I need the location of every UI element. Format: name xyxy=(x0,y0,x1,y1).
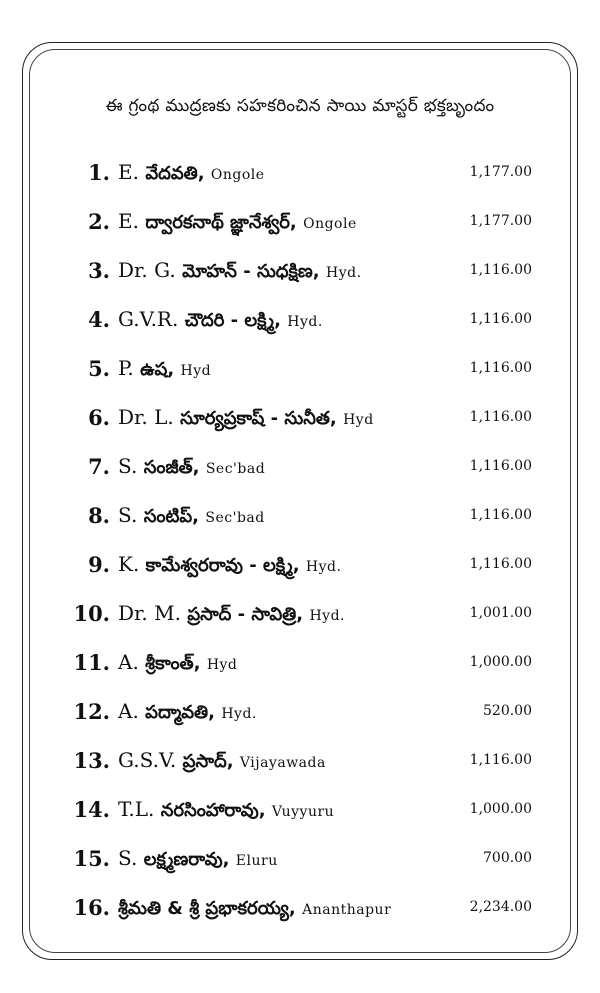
donor-row xyxy=(72,199,532,248)
donor-place: Sec'bad xyxy=(205,461,266,477)
donor-name: కామేశ్వరరావు - లక్ష్మి, xyxy=(145,555,300,576)
donor-name-line xyxy=(118,699,257,727)
donor-number: 6. xyxy=(88,405,110,430)
donor-row xyxy=(72,738,532,787)
donor-name-line xyxy=(118,258,362,286)
donor-row xyxy=(72,346,532,395)
donor-place: Hyd xyxy=(343,412,374,428)
donor-amount: 1,116.00 xyxy=(469,409,532,425)
donor-name-line xyxy=(118,748,326,776)
donor-amount: 1,116.00 xyxy=(469,556,532,572)
donor-name-line xyxy=(118,405,374,433)
donor-number: 12. xyxy=(73,699,110,724)
donor-initial: A. xyxy=(118,650,139,674)
donor-name: వేదవతి, xyxy=(145,163,205,184)
donor-place: Vuyyuru xyxy=(271,804,335,820)
donor-name: శ్రీకాంత్, xyxy=(145,653,201,674)
donor-name-line xyxy=(118,601,345,629)
donor-amount: 700.00 xyxy=(483,850,532,866)
donor-amount: 1,116.00 xyxy=(469,262,532,278)
donor-number: 1. xyxy=(88,160,110,185)
donor-number: 11. xyxy=(73,650,110,675)
donor-row xyxy=(72,542,532,591)
donor-name-line xyxy=(118,503,265,531)
donor-name: సంటిప్, xyxy=(143,506,200,527)
donor-initial: G.S.V. xyxy=(118,748,177,772)
donor-row xyxy=(72,640,532,689)
donor-amount: 1,116.00 xyxy=(469,458,532,474)
donor-row xyxy=(72,493,532,542)
donor-initial: S. xyxy=(118,454,138,478)
donor-amount: 1,177.00 xyxy=(469,213,532,229)
donor-name-line xyxy=(118,209,357,237)
donor-initial: Dr. G. xyxy=(118,258,176,282)
donor-place: Hyd. xyxy=(221,706,257,722)
donor-row xyxy=(72,787,532,836)
donor-name-line xyxy=(118,552,341,580)
donor-number: 13. xyxy=(73,748,110,773)
donor-amount: 1,001.00 xyxy=(469,605,532,621)
donor-name-line xyxy=(118,160,265,188)
donor-amount: 1,000.00 xyxy=(469,801,532,817)
donor-row xyxy=(72,395,532,444)
donor-name-line xyxy=(118,797,334,825)
donor-name: సంజీత్, xyxy=(143,457,200,478)
donor-amount: 1,116.00 xyxy=(469,311,532,327)
donor-amount: 1,000.00 xyxy=(469,654,532,670)
donor-name-line xyxy=(118,895,391,923)
donor-name: నరసింహారావు, xyxy=(160,800,266,821)
donor-initial: A. xyxy=(118,699,139,723)
donor-place: Eluru xyxy=(235,853,278,869)
donor-number: 3. xyxy=(88,258,110,283)
donor-initial: Dr. M. xyxy=(118,601,181,625)
donor-initial: G.V.R. xyxy=(118,307,179,331)
donor-place: Sec'bad xyxy=(205,510,265,526)
donor-name: సూర్యప్రకాష్ - సునీత, xyxy=(180,408,337,429)
donor-name-line xyxy=(118,307,323,335)
donor-row xyxy=(72,689,532,738)
donor-name: ప్రసాద్ - సావిత్రి, xyxy=(187,604,304,625)
donor-place: Hyd. xyxy=(305,559,342,575)
donor-number: 15. xyxy=(73,846,110,871)
donor-place: Ananthapur xyxy=(302,902,392,918)
donor-place: Hyd. xyxy=(309,608,345,624)
donor-name: పద్మావతి, xyxy=(145,702,215,723)
donor-name: చౌదరి - లక్ష్మి, xyxy=(184,310,281,331)
donor-initial: E. xyxy=(118,160,139,184)
donor-amount: 1,116.00 xyxy=(469,752,532,768)
donor-initial: S. xyxy=(118,846,138,870)
donor-place: Hyd. xyxy=(325,265,362,281)
donor-initial: S. xyxy=(118,503,138,527)
donor-initial: E. xyxy=(118,209,139,233)
donor-amount: 1,116.00 xyxy=(469,360,532,376)
donor-number: 2. xyxy=(88,209,110,234)
donor-row xyxy=(72,591,532,640)
donor-name-line xyxy=(118,454,265,482)
donor-name-line xyxy=(118,846,278,874)
donor-row xyxy=(72,836,532,885)
donor-number: 7. xyxy=(88,454,110,479)
donor-amount: 1,177.00 xyxy=(469,164,532,180)
donor-initial: P. xyxy=(118,356,134,380)
donor-name-line xyxy=(118,356,211,384)
donor-initial: K. xyxy=(118,552,140,576)
donor-place: Ongole xyxy=(303,216,357,232)
donor-amount: 1,116.00 xyxy=(469,507,532,523)
donor-number: 4. xyxy=(88,307,110,332)
donor-number: 14. xyxy=(73,797,110,822)
page-heading: ఈ గ్రంథ ముద్రణకు సహకరించిన సాయి మాస్టర్ భక్తబృందం xyxy=(105,96,495,116)
donor-number: 16. xyxy=(73,895,110,920)
donor-amount: 2,234.00 xyxy=(469,899,532,915)
donor-place: Hyd xyxy=(180,363,212,379)
donor-row xyxy=(72,444,532,493)
donor-place: Hyd. xyxy=(287,314,323,330)
donor-place: Ongole xyxy=(210,167,265,183)
donor-number: 9. xyxy=(88,552,110,577)
donor-row xyxy=(72,885,532,934)
donor-number: 5. xyxy=(88,356,110,381)
donor-number: 8. xyxy=(88,503,110,528)
donor-name: ద్వారకనాథ్ జ్ఞానేశ్వర్, xyxy=(145,212,297,233)
donor-number: 10. xyxy=(73,601,110,626)
donor-initial: Dr. L. xyxy=(118,405,174,429)
donor-row xyxy=(72,150,532,199)
donor-name: ప్రసాద్, xyxy=(182,751,234,772)
donor-name: మోహన్ - సుధక్షిణ, xyxy=(182,261,320,282)
donor-name-line xyxy=(118,650,237,678)
donor-row xyxy=(72,248,532,297)
donor-list xyxy=(72,150,532,934)
donor-name: లక్ష్మణరావు, xyxy=(143,849,230,870)
donor-place: Hyd xyxy=(206,657,238,673)
donor-row xyxy=(72,297,532,346)
donor-name: శ్రీమతి & శ్రీ ప్రభాకరయ్య, xyxy=(118,898,296,919)
donor-amount: 520.00 xyxy=(483,703,532,719)
donor-name: ఉష, xyxy=(140,359,175,380)
donor-place: Vijayawada xyxy=(239,755,326,771)
donor-initial: T.L. xyxy=(118,797,155,821)
